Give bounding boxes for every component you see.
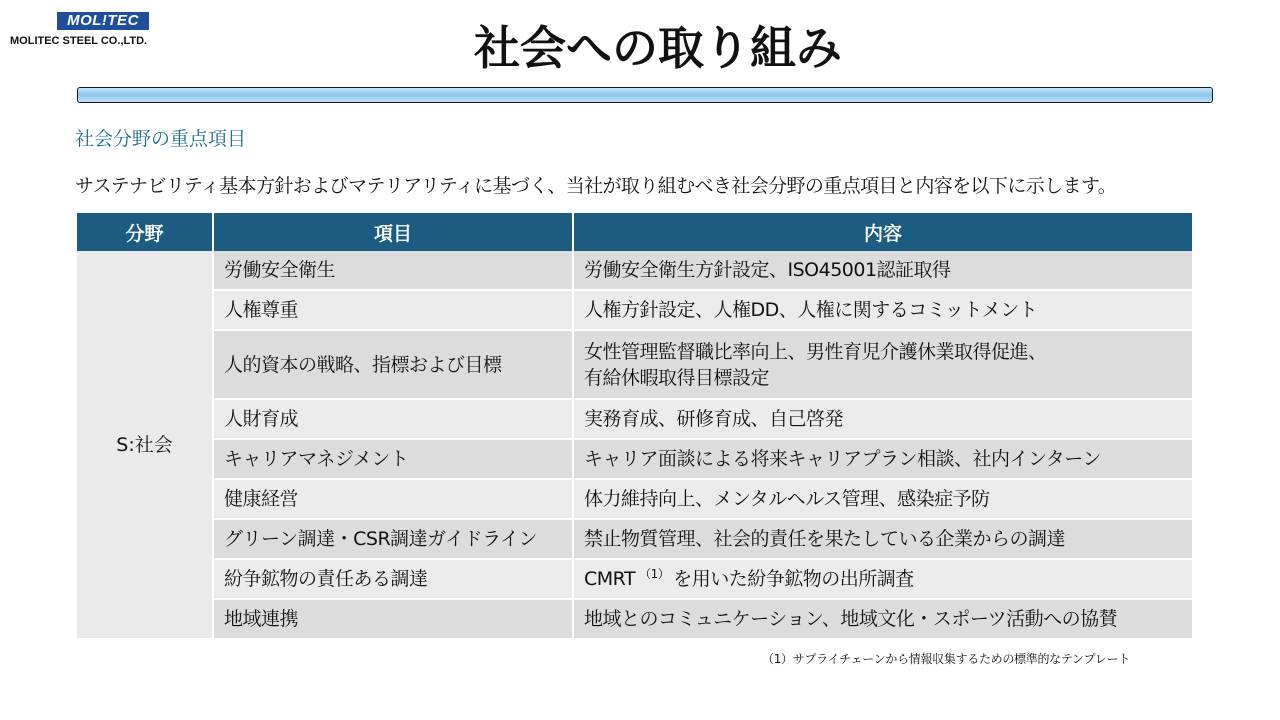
content-cell: 体力維持向上、メンタルヘルス管理、感染症予防 [573,479,1192,519]
item-cell: 紛争鉱物の責任ある調達 [213,559,573,599]
content-cell: 禁止物質管理、社会的責任を果たしている企業からの調達 [573,519,1192,559]
content-line: 有給休暇取得目標設定 [584,366,770,389]
page-title: 社会への取り組み [474,21,842,75]
item-cell: 人的資本の戦略、指標および目標 [213,330,573,399]
content-cell: 労働安全衛生方針設定、ISO45001認証取得 [573,251,1192,290]
content-cell [573,330,1192,399]
content-text: CMRT [584,568,636,590]
content-cell: キャリア面談による将来キャリアプラン相談、社内インターン [573,439,1192,479]
content-cell [573,559,1192,599]
table-row [77,479,1192,519]
table-row [77,290,1192,330]
item-cell: 健康経営 [213,479,573,519]
logo-badge: MOL!TEC [57,12,149,30]
footnote-reference: （1） [639,567,670,581]
footnote: （1）サプライチェーンから情報収集するための標準的なテンプレート [762,652,1130,666]
header-category: 分野 [77,213,213,251]
header-content: 内容 [573,213,1192,251]
content-cell: 人権方針設定、人権DD、人権に関するコミットメント [573,290,1192,330]
table-header-row [77,213,1192,251]
item-cell: 労働安全衛生 [213,251,573,290]
item-cell: キャリアマネジメント [213,439,573,479]
category-cell: S:社会 [77,251,213,639]
table-row [77,330,1192,399]
section-heading: 社会分野の重点項目 [75,128,247,150]
intro-text: サステナビリティ基本方針およびマテリアリティに基づく、当社が取り組むべき社会分野の重点項目と内容を以下に示します。 [75,175,1117,197]
table-row [77,399,1192,439]
table-row [77,439,1192,479]
title-divider [77,87,1213,103]
logo-company-name: MOLITEC STEEL CO.,LTD. [10,35,148,47]
table-row [77,519,1192,559]
content-cell: 実務育成、研修育成、自己啓発 [573,399,1192,439]
item-cell: 地域連携 [213,599,573,639]
content-line: 女性管理監督職比率向上、男性育児介護休業取得促進、 [584,340,1047,363]
header-item: 項目 [213,213,573,251]
table-row [77,559,1192,599]
content-cell: 地域とのコミュニケーション、地域文化・スポーツ活動への協賛 [573,599,1192,639]
item-cell: 人権尊重 [213,290,573,330]
table-row [77,599,1192,639]
content-text: を用いた紛争鉱物の出所調査 [673,568,914,590]
focus-items-table [77,213,1192,640]
table-row [77,251,1192,290]
item-cell: グリーン調達・CSR調達ガイドライン [213,519,573,559]
item-cell: 人財育成 [213,399,573,439]
